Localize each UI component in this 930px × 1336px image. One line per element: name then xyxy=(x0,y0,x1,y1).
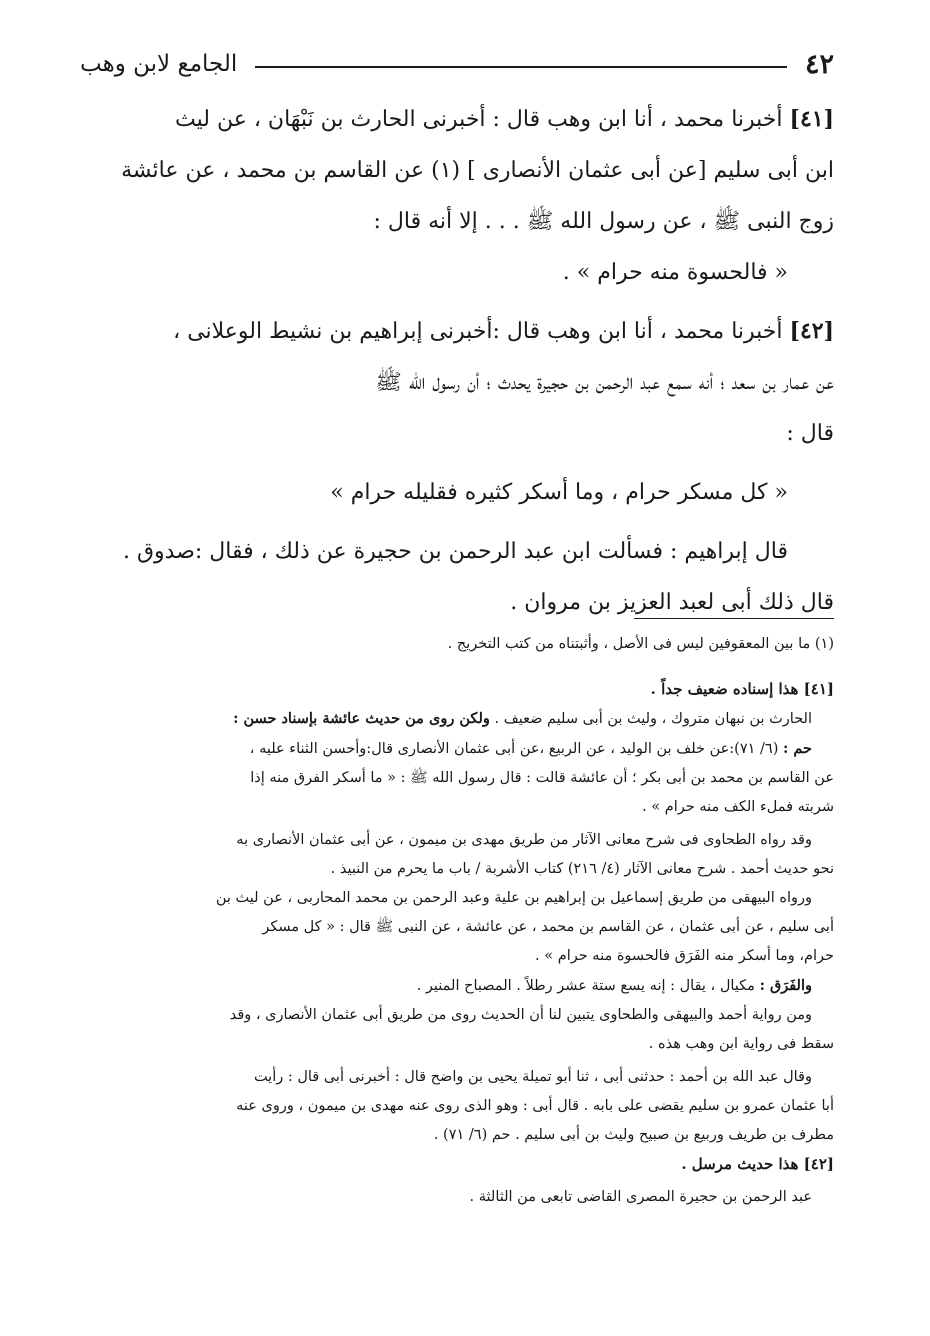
note-41-text: مكيال ، يقال : إنه يسع ستة عشر رطلاً . المصباح المنير . xyxy=(416,978,755,994)
note-41-para-2-line-3: شربته فملء الكف منه حرام » . xyxy=(642,799,834,815)
hadith-42-quote: « كل مسكر حرام ، وما أسكر كثيره فقليله حرام » xyxy=(330,480,788,505)
term-faraq: والفَرَق : xyxy=(759,977,812,994)
hadith-42-line-1 xyxy=(92,306,834,357)
musnad-abbrev: حم : xyxy=(782,740,812,757)
footnote-separator xyxy=(634,618,834,619)
note-41-text: الحارث بن نبهان متروك ، وليث بن أبى سليم ضعيف . xyxy=(494,711,812,727)
page-header xyxy=(80,40,834,88)
note-41-para-2-line-1 xyxy=(92,734,834,764)
hadith-42-number: [٤٢] xyxy=(789,318,834,344)
note-41-heading: [٤١] هذا إسناده ضعيف جداً . xyxy=(650,680,834,698)
note-41-para-3-line-2: نحو حديث أحمد . شرح معانى الآثار (٤/ ٢١٦) كتاب الأشربة / باب ما يحرم من النبيذ . xyxy=(330,861,834,877)
hadith-42-after-2: قال ذلك أبى لعبد العزيز بن مروان . xyxy=(510,590,834,615)
main-text xyxy=(92,92,834,628)
note-41-para-4-line-3: حرام، وما أسكر منه الفَرَق فالحسوة منه حرام » . xyxy=(535,948,834,964)
hadith-41-text-1: أخبرنا محمد ، أنا ابن وهب قال : أخبرنى الحارث بن نَبْهَان ، عن ليث xyxy=(175,107,783,132)
hadith-41-line-3: زوج النبى ﷺ ، عن رسول الله ﷺ . . . إلا أنه قال : xyxy=(373,209,834,234)
header-rule xyxy=(255,66,787,68)
note-41-para-6-line-1: ومن رواية أحمد والبيهقى والطحاوى يتبين لنا أن الحديث روى من طريق أبى عثمان الأنصارى ، وقد xyxy=(229,1007,812,1023)
note-41-para-6-line-2: سقط فى رواية ابن وهب هذه . xyxy=(648,1036,834,1052)
note-41-para-4-line-2: أبى سليم ، عن أبى عثمان ، عن القاسم بن محمد ، عن عائشة ، عن النبى ﷺ قال : « كل مسكر xyxy=(262,919,834,935)
note-42-para-1: عبد الرحمن بن حجيرة المصرى القاضى تابعى من الثالثة . xyxy=(469,1189,812,1205)
running-title: الجامع لابن وهب xyxy=(80,51,238,77)
note-41-para-5 xyxy=(92,971,834,1001)
note-41-para-7-line-1: وقال عبد الله بن أحمد : حدثنى أبى ، ثنا أبو تميلة يحيى بن واضح قال : أخبرنى أبى قال : رأيت xyxy=(253,1069,812,1085)
note-42-heading: [٤٢] هذا حديث مرسل . xyxy=(681,1155,834,1173)
note-41-text: (٦/ ٧١):عن خلف بن الوليد ، عن الربيع ،عن أبى عثمان الأنصارى قال:وأحسن الثناء عليه ، xyxy=(249,741,779,757)
footnote-1: (١) ما بين المعقوفين ليس فى الأصل ، وأثبتناه من كتب التخريج . xyxy=(447,636,834,652)
page-number: ٤٢ xyxy=(804,48,834,80)
hadith-41-line-1 xyxy=(92,94,834,145)
hadith-41-quote: « فالحسوة منه حرام » . xyxy=(562,260,788,285)
footnotes xyxy=(92,630,834,1212)
note-41-para-1 xyxy=(92,704,834,734)
hadith-42-line-2: عن عمار بن سعد ؛ أنه سمع عبد الرحمن بن حجيرة يحدث ؛ أن رسول الله ﷺ xyxy=(375,370,834,395)
hadith-42-line-3: قال : xyxy=(786,421,834,446)
note-41-para-4-line-1: ورواه البيهقى من طريق إسماعيل بن إبراهيم بن علية وعبد الرحمن بن محمد المحاربى ، عن ليث بن xyxy=(215,890,812,906)
note-41-para-7-line-2: أبا عثمان عمرو بن سليم يقضى على بابه . قال أبى : وهو الذى روى عنه مهدى بن ميمون ، وروى عنه xyxy=(236,1098,834,1114)
note-41-para-7-line-3: مطرف بن طريف وربيع بن صبيح وليث بن أبى سليم . حم (٦/ ٧١) . xyxy=(433,1127,834,1143)
hadith-41-number: [٤١] xyxy=(789,106,834,132)
note-41-para-2-line-2: عن القاسم بن محمد بن أبى بكر ؛ أن عائشة قالت : قال رسول الله ﷺ : « ما أسكر الفرق منه إذا xyxy=(250,770,834,786)
hadith-42-text-1: أخبرنا محمد ، أنا ابن وهب قال :أخبرنى إبراهيم بن نشيط الوعلانى ، xyxy=(173,319,783,344)
hadith-42-after-1: قال إبراهيم : فسألت ابن عبد الرحمن بن حجيرة عن ذلك ، فقال :صدوق . xyxy=(122,539,788,564)
note-41-emphasis: ولكن روى من حديث عائشة بإسناد حسن : xyxy=(233,710,490,727)
note-41-para-3-line-1: وقد رواه الطحاوى فى شرح معانى الآثار من طريق مهدى بن ميمون ، عن أبى عثمان الأنصارى به xyxy=(236,832,812,848)
hadith-41-line-2: ابن أبى سليم [عن أبى عثمان الأنصارى ] (١) عن القاسم بن محمد ، عن عائشة xyxy=(121,158,834,183)
